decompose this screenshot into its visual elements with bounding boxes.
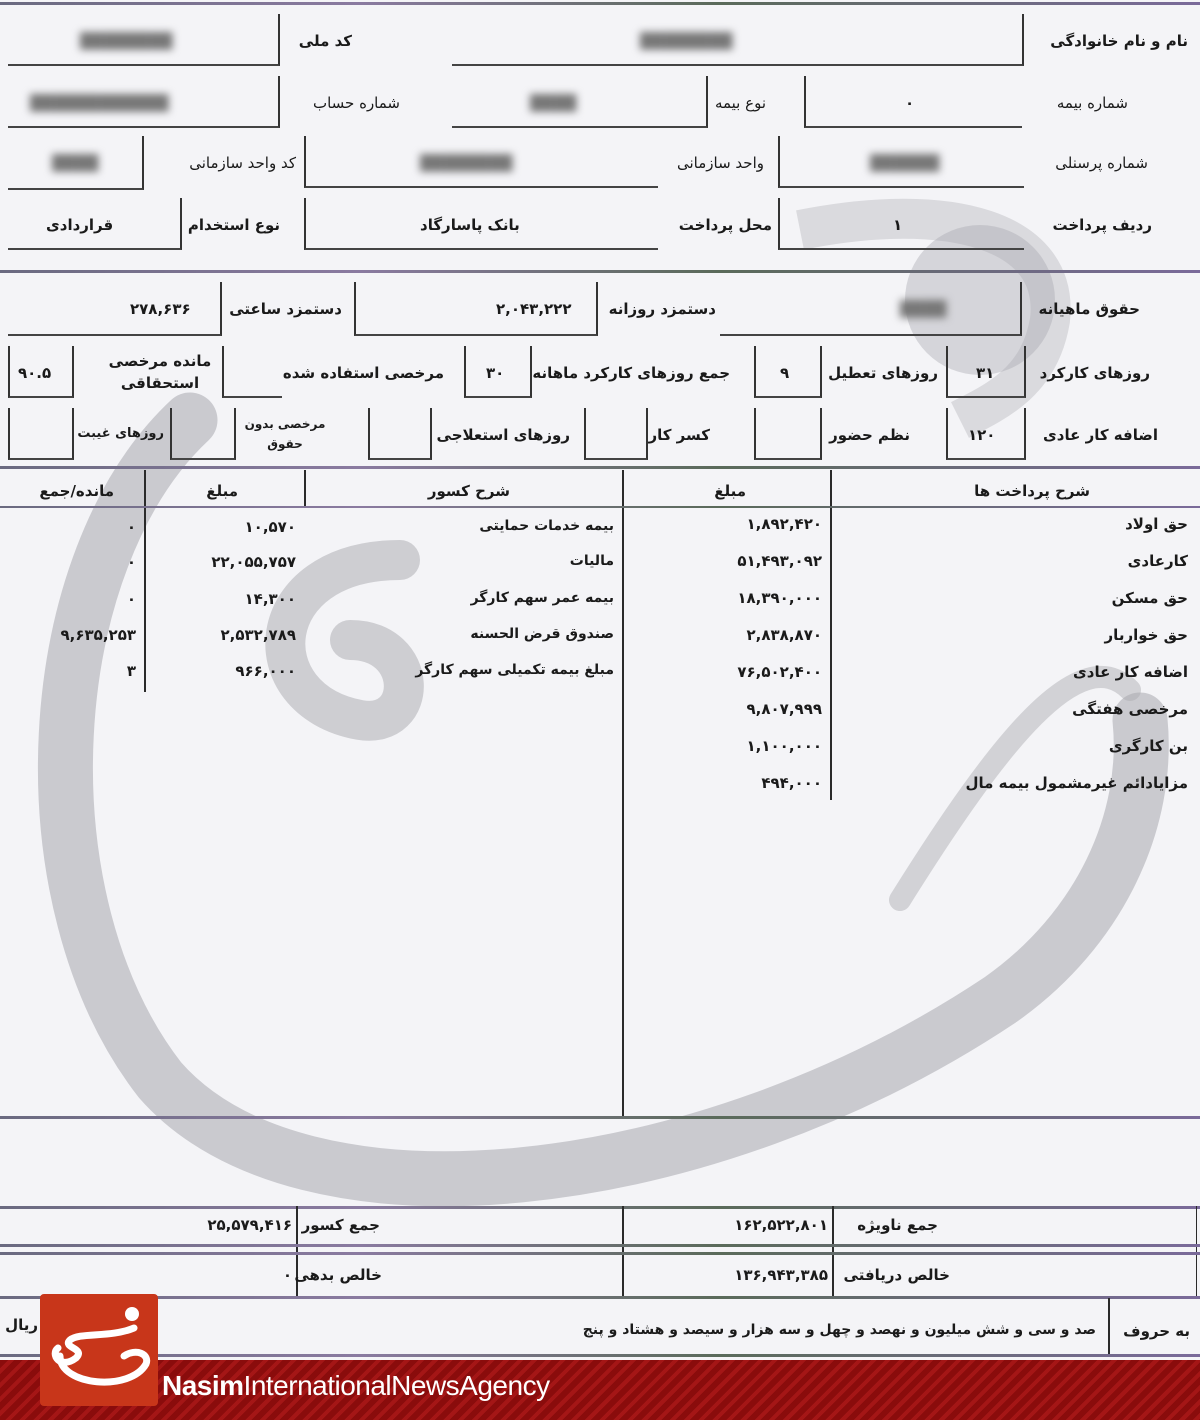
brand-name <box>162 1370 550 1402</box>
table-cell-amount: ۷۶,۵۰۲,۴۰۰ <box>737 663 822 681</box>
overtime-value: ۱۲۰ <box>968 426 996 444</box>
table-row: کارعادی <box>1127 552 1188 570</box>
table-cell-balance: ۰ <box>126 590 136 608</box>
total-monthly-days-value: ۳۰ <box>486 364 505 382</box>
total-payments-label: جمع ناویژه <box>857 1216 938 1234</box>
monthly-salary-field <box>720 282 1022 336</box>
table-cell-balance: ۰ <box>126 553 136 571</box>
table-row: بن کارگری <box>1108 737 1188 755</box>
table-cell-amount: ۱۴,۳۰۰ <box>244 590 296 608</box>
monthly-salary-value: ████ <box>900 300 947 318</box>
divider <box>0 2 1200 5</box>
table-cell-amount: ۹۶۶,۰۰۰ <box>235 662 296 680</box>
org-unit-label: واحد سازمانی <box>677 154 764 172</box>
daily-wage-label: دستمزد روزانه <box>608 300 716 318</box>
table-cell-amount: ۱۰,۵۷۰ <box>244 518 296 536</box>
currency-label: ریال <box>5 1316 38 1334</box>
attendance-order-field <box>754 408 822 460</box>
table-column-divider <box>622 470 624 1118</box>
table-row: حق مسکن <box>1111 589 1188 607</box>
brand-rest: InternationalNewsAgency <box>243 1370 550 1401</box>
account-number-value: ████████████ <box>30 94 169 112</box>
used-leave-label: مرخصی استفاده شده <box>282 364 444 382</box>
table-row: بیمه عمر سهم کارگر <box>470 590 614 606</box>
table-header-divider <box>0 506 1200 508</box>
divider <box>0 1252 1200 1255</box>
org-unit-value: ████████ <box>420 154 513 172</box>
insurance-type-value: ████ <box>530 94 577 112</box>
payment-row-value: ۱ <box>893 216 903 234</box>
table-cell-balance: ۰ <box>126 518 136 536</box>
net-debt-value: ۰ <box>282 1266 292 1284</box>
payment-place-label: محل پرداخت <box>678 216 772 234</box>
full-name-field <box>452 14 1024 66</box>
table-cell-balance: ۹,۶۳۵,۲۵۳ <box>60 626 136 644</box>
personnel-number-value: ██████ <box>870 154 940 172</box>
holidays-value: ۹ <box>780 364 790 382</box>
deductions-header-desc: شرح کسور <box>427 482 510 500</box>
remaining-leave-value: ۹۰.۵ <box>18 364 52 382</box>
table-row: اضافه کار عادی <box>1073 663 1188 681</box>
table-cell-amount: ۹,۸۰۷,۹۹۹ <box>746 700 822 718</box>
table-row: حق اولاد <box>1125 515 1188 533</box>
in-words-divider <box>1108 1298 1110 1354</box>
personnel-number-label: شماره پرسنلی <box>1055 154 1148 172</box>
in-words-label: به حروف <box>1123 1322 1190 1340</box>
attendance-order-label: نظم حضور <box>829 426 910 444</box>
table-row: مزایادائم غیرمشمول بیمه مال <box>965 774 1188 792</box>
table-row: مبلغ بیمه تکمیلی سهم کارگر <box>415 662 614 678</box>
org-unit-code-label: کد واحد سازمانی <box>189 154 296 172</box>
table-column-divider <box>144 470 146 692</box>
divider <box>0 1296 1200 1299</box>
national-code-value: ████████ <box>80 32 173 50</box>
sick-days-label: روزهای استعلاجی <box>436 426 570 444</box>
table-cell-amount: ۵۱,۴۹۳,۰۹۲ <box>737 552 822 570</box>
table-cell-amount: ۱,۱۰۰,۰۰۰ <box>746 737 822 755</box>
full-name-value: ████████ <box>640 32 733 50</box>
table-row: مالیات <box>569 553 614 569</box>
payment-place-value: بانک پاسارگاد <box>420 216 520 234</box>
table-cell-balance: ۳ <box>126 662 136 680</box>
net-debt-label: خالص بدهی <box>294 1266 382 1284</box>
work-days-value: ۳۱ <box>976 364 995 382</box>
insurance-type-label: نوع بیمه <box>714 94 766 112</box>
table-bottom-divider <box>0 1116 1200 1119</box>
daily-wage-value: ۲,۰۴۳,۲۲۲ <box>496 300 572 318</box>
divider <box>0 270 1200 273</box>
net-received-value: ۱۳۶,۹۴۳,۳۸۵ <box>734 1266 828 1284</box>
table-cell-amount: ۴۹۴,۰۰۰ <box>761 774 822 792</box>
table-cell-amount: ۲,۵۳۲,۷۸۹ <box>220 626 296 644</box>
overtime-label: اضافه کار عادی <box>1043 426 1158 444</box>
absence-days-label: روزهای غیبت <box>77 426 164 441</box>
hourly-wage-value: ۲۷۸,۶۳۶ <box>130 300 191 318</box>
employment-type-value: قراردادی <box>46 216 114 234</box>
used-leave-field <box>222 346 282 398</box>
work-deduction-label: کسر کار <box>648 426 710 444</box>
total-payments-value: ۱۶۲,۵۲۲,۸۰۱ <box>734 1216 828 1234</box>
payments-header-desc: شرح پرداخت ها <box>974 482 1090 500</box>
remaining-leave-label: مانده مرخصی استحقاقی <box>108 352 212 392</box>
table-row: صندوق قرض الحسنه <box>470 626 614 642</box>
deductions-header-amount: مبلغ <box>206 482 238 500</box>
insurance-number-value: ۰ <box>905 94 915 112</box>
divider <box>0 1206 1200 1209</box>
nasim-logo <box>40 1294 158 1406</box>
holidays-label: روزهای تعطیل <box>828 364 938 382</box>
divider <box>0 1244 1200 1247</box>
table-cell-amount: ۲۲,۰۵۵,۷۵۷ <box>211 553 296 571</box>
account-number-label: شماره حساب <box>312 94 400 112</box>
table-cell-amount: ۱۸,۳۹۰,۰۰۰ <box>737 589 822 607</box>
insurance-number-label: شماره بیمه <box>1056 94 1128 112</box>
monthly-salary-label: حقوق ماهیانه <box>1038 300 1140 318</box>
full-name-label: نام و نام خانوادگی <box>1050 32 1188 50</box>
divider <box>0 466 1200 469</box>
total-deductions-label: جمع کسور <box>301 1216 380 1234</box>
table-cell-amount: ۱,۸۹۲,۴۲۰ <box>746 515 822 533</box>
absence-days-field <box>8 408 74 460</box>
national-code-label: کد ملی <box>298 32 352 50</box>
org-unit-code-value: ████ <box>52 154 99 172</box>
in-words-value: صد و سی و شش میلیون و نهصد و چهل و سه هزار و سیصد و هشتاد و پنج <box>582 1322 1096 1338</box>
divider <box>0 1354 1200 1357</box>
employment-type-label: نوع استخدام <box>187 216 280 234</box>
payments-header-amount: مبلغ <box>714 482 746 500</box>
work-days-label: روزهای کارکرد <box>1039 364 1150 382</box>
table-row: بیمه خدمات حمایتی <box>479 518 614 534</box>
table-row: حق خواربار <box>1104 626 1188 644</box>
table-cell-amount: ۲,۸۳۸,۸۷۰ <box>746 626 822 644</box>
net-received-label: خالص دریافتی <box>843 1266 950 1284</box>
hourly-wage-label: دستمزد ساعتی <box>229 300 342 318</box>
sick-days-field <box>368 408 432 460</box>
brand-bold: Nasim <box>162 1370 244 1401</box>
unpaid-leave-label: مرخصی بدون حقوق <box>244 417 326 451</box>
table-column-divider <box>830 470 832 800</box>
work-deduction-field <box>584 408 648 460</box>
payment-row-label: ردیف پرداخت <box>1052 216 1152 234</box>
nasim-logo-icon <box>40 1294 158 1406</box>
insurance-type-field <box>452 76 708 128</box>
total-monthly-days-label: جمع روزهای کارکرد ماهانه <box>532 364 730 382</box>
table-column-divider <box>304 470 306 506</box>
unpaid-leave-field <box>170 408 236 460</box>
table-row: مرخصی هفتگی <box>1072 700 1188 718</box>
total-deductions-value: ۲۵,۵۷۹,۴۱۶ <box>207 1216 292 1234</box>
deductions-header-balance: مانده/جمع <box>39 482 114 500</box>
